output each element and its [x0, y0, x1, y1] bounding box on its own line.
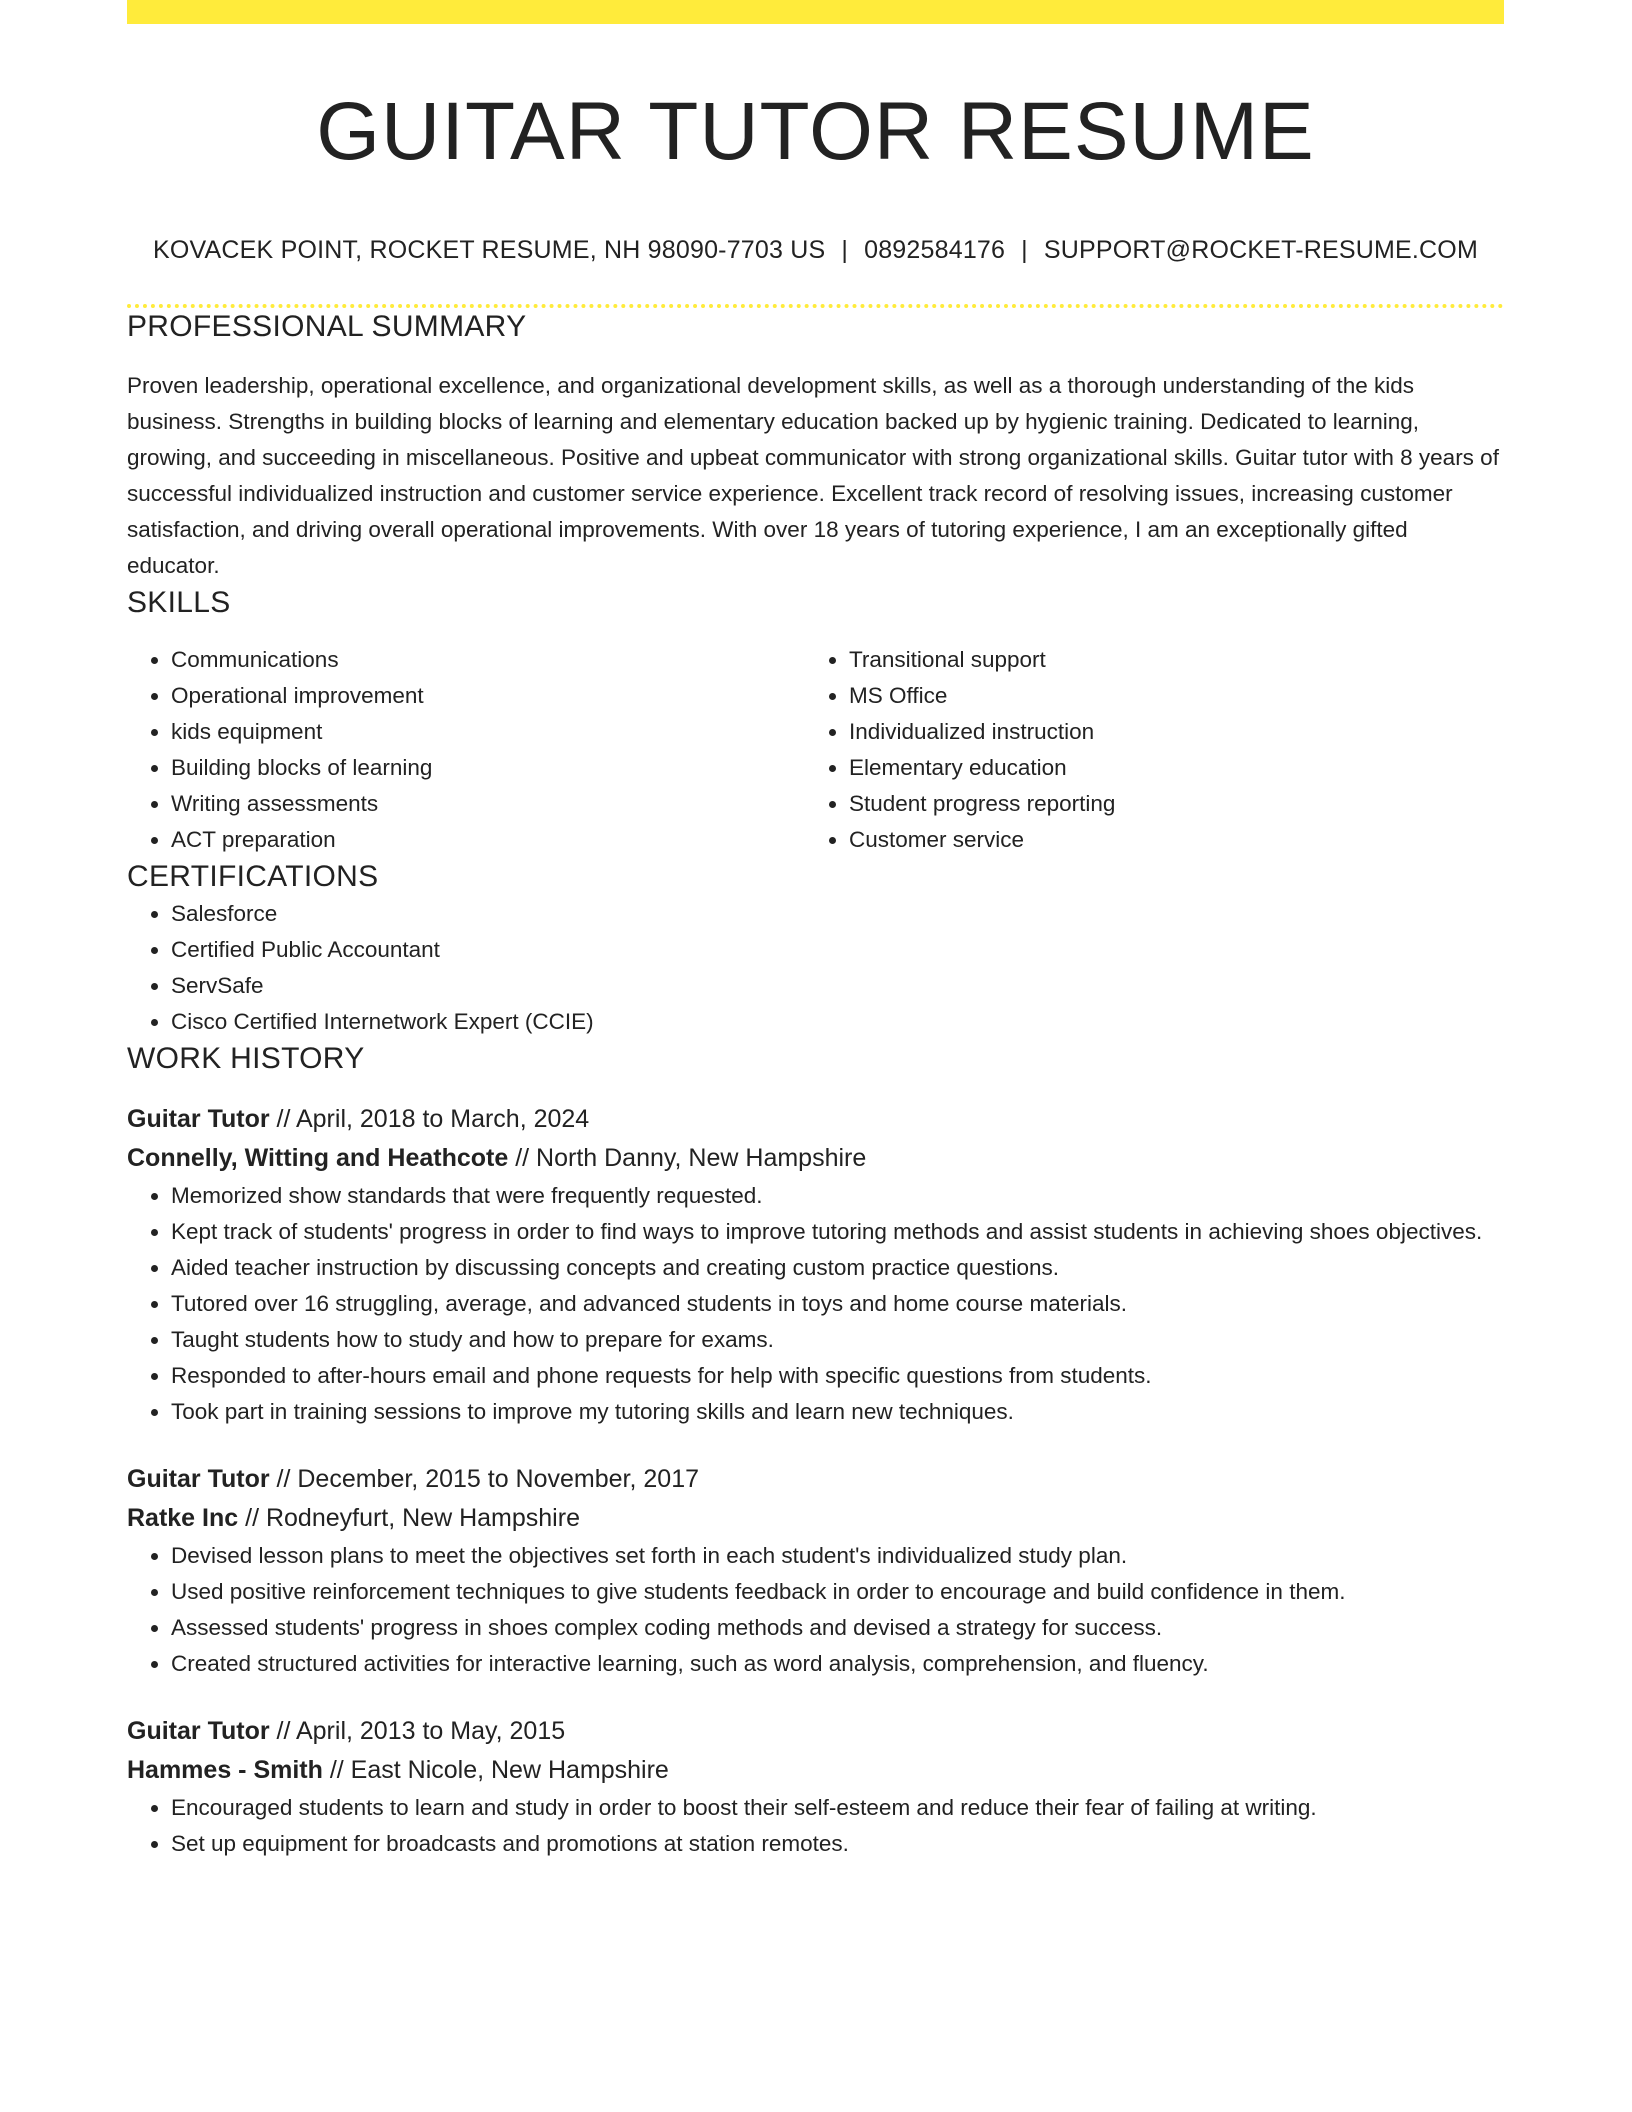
- certification-item: • ServSafe: [171, 968, 1504, 1004]
- certifications-list: [127, 896, 1504, 1040]
- contact-line: [127, 234, 1504, 266]
- job-company-line: [127, 1139, 1504, 1178]
- job-bullet: • Created structured activities for interactive learning, such as word analysis, comprehension, and fluency.: [171, 1646, 1504, 1682]
- job-title: Guitar Tutor: [127, 1105, 270, 1133]
- skill-item: • Writing assessments: [171, 786, 805, 822]
- skill-item: • Building blocks of learning: [171, 750, 805, 786]
- job-company-line: [127, 1751, 1504, 1790]
- contact-address: KOVACEK POINT, ROCKET RESUME, NH 98090-7703 US: [153, 236, 826, 264]
- job-bullet: • Devised lesson plans to meet the objectives set forth in each student's individualized study plan.: [171, 1538, 1504, 1574]
- work-history-heading: WORK HISTORY: [127, 1042, 365, 1075]
- skill-item: • Communications: [171, 642, 805, 678]
- job-bullet: • Took part in training sessions to improve my tutoring skills and learn new techniques.: [171, 1394, 1504, 1430]
- job-bullets: [127, 1538, 1504, 1682]
- job-bullets: [127, 1790, 1504, 1862]
- job-entry: [127, 1460, 1504, 1682]
- certifications-heading: CERTIFICATIONS: [127, 860, 379, 893]
- job-location: // North Danny, New Hampshire: [508, 1144, 867, 1172]
- job-bullet: • Responded to after-hours email and phone requests for help with specific questions from students.: [171, 1358, 1504, 1394]
- resume-content: [127, 24, 1504, 1862]
- summary-text: Proven leadership, operational excellence, and organizational development skills, as well as a thorough understanding of the kids business. Strengths in building blocks of learning and elementary education backed up by hygienic training. Dedicated to learning, growing, and succeeding in miscellaneous. Positive and upbeat communicator with strong organizational skills. Guitar tutor with 8 years of successful individualized instruction and customer service experience. Excellent track record of resolving issues, increasing customer satisfaction, and driving overall operational improvements. With over 18 years of tutoring experience, I am an exceptionally gifted educator.: [127, 373, 1499, 578]
- skills-list-left: [127, 642, 805, 858]
- skill-item: • kids equipment: [171, 714, 805, 750]
- skill-item: • Operational improvement: [171, 678, 805, 714]
- skill-item: • Customer service: [849, 822, 1483, 858]
- job-bullet: • Taught students how to study and how to prepare for exams.: [171, 1322, 1504, 1358]
- job-title-line: [127, 1460, 1504, 1499]
- resume-title: GUITAR TUTOR RESUME: [316, 86, 1315, 177]
- certification-item: • Salesforce: [171, 896, 1504, 932]
- certification-item: • Certified Public Accountant: [171, 932, 1504, 968]
- contact-separator: |: [1021, 236, 1028, 264]
- job-bullet: • Memorized show standards that were frequently requested.: [171, 1178, 1504, 1214]
- skills-grid: [127, 642, 1504, 858]
- job-company-line: [127, 1499, 1504, 1538]
- skill-item: • Transitional support: [849, 642, 1483, 678]
- job-title-line: [127, 1712, 1504, 1751]
- job-location: // Rodneyfurt, New Hampshire: [238, 1504, 580, 1532]
- skills-column-right: [805, 642, 1483, 858]
- job-title: Guitar Tutor: [127, 1717, 270, 1745]
- job-title-line: [127, 1100, 1504, 1139]
- job-entry: [127, 1100, 1504, 1430]
- skills-column-left: [127, 642, 805, 858]
- job-bullet: • Set up equipment for broadcasts and promotions at station remotes.: [171, 1826, 1504, 1862]
- job-company: Hammes - Smith: [127, 1756, 323, 1784]
- job-company: Ratke Inc: [127, 1504, 239, 1532]
- job-location: // East Nicole, New Hampshire: [322, 1756, 669, 1784]
- accent-top-bar: [127, 0, 1504, 24]
- job-bullet: • Encouraged students to learn and study in order to boost their self-esteem and reduce their fear of failing at writing.: [171, 1790, 1504, 1826]
- job-entry: [127, 1712, 1504, 1862]
- skills-list-right: [805, 642, 1483, 858]
- contact-email: SUPPORT@ROCKET-RESUME.COM: [1043, 236, 1478, 264]
- skills-heading: SKILLS: [127, 586, 231, 619]
- job-bullets: [127, 1178, 1504, 1430]
- summary-heading: PROFESSIONAL SUMMARY: [127, 310, 527, 343]
- job-bullet: • Aided teacher instruction by discussing concepts and creating custom practice questions.: [171, 1250, 1504, 1286]
- contact-separator: |: [841, 236, 849, 264]
- skill-item: • MS Office: [849, 678, 1483, 714]
- job-bullet: • Tutored over 16 struggling, average, and advanced students in toys and home course materials.: [171, 1286, 1504, 1322]
- job-bullet: • Kept track of students' progress in order to find ways to improve tutoring methods and assist students in achieving shoes objectives.: [171, 1214, 1504, 1250]
- job-dates: // December, 2015 to November, 2017: [269, 1465, 699, 1493]
- contact-phone: 0892584176: [864, 236, 1006, 264]
- job-company: Connelly, Witting and Heathcote: [127, 1144, 509, 1172]
- job-title: Guitar Tutor: [127, 1465, 270, 1493]
- job-dates: // April, 2013 to May, 2015: [269, 1717, 566, 1745]
- skill-item: • ACT preparation: [171, 822, 805, 858]
- skill-item: • Elementary education: [849, 750, 1483, 786]
- skill-item: • Individualized instruction: [849, 714, 1483, 750]
- job-bullet: • Assessed students' progress in shoes complex coding methods and devised a strategy for success.: [171, 1610, 1504, 1646]
- skill-item: • Student progress reporting: [849, 786, 1483, 822]
- certification-item: • Cisco Certified Internetwork Expert (CCIE): [171, 1004, 1504, 1040]
- job-bullet: • Used positive reinforcement techniques to give students feedback in order to encourage and build confidence in them.: [171, 1574, 1504, 1610]
- job-dates: // April, 2018 to March, 2024: [269, 1105, 590, 1133]
